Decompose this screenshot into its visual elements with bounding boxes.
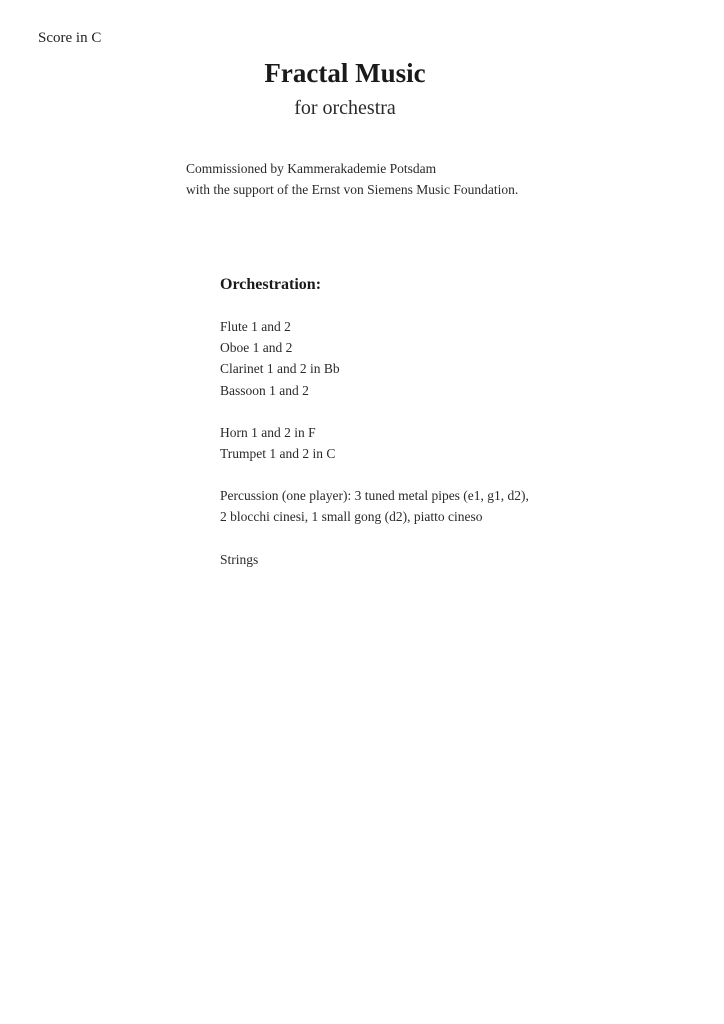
instrument-line: Bassoon 1 and 2: [220, 382, 309, 398]
instrument-line: Horn 1 and 2 in F: [220, 424, 316, 440]
orchestration-heading: Orchestration:: [220, 276, 322, 293]
page-title: Fractal Music: [264, 58, 426, 88]
woodwinds-group: [220, 316, 529, 401]
instrument-line: Strings: [220, 551, 259, 567]
orchestration-list: [220, 316, 529, 570]
instrument-line: Percussion (one player): 3 tuned metal pipes (e1, g1, d2),: [220, 488, 529, 504]
score-label: Score in C: [38, 30, 102, 46]
commission-note: [186, 158, 518, 200]
page-subtitle: for orchestra: [294, 97, 396, 119]
instrument-line: Oboe 1 and 2: [220, 340, 293, 356]
instrument-line: Clarinet 1 and 2 in Bb: [220, 361, 340, 377]
strings-group: [220, 549, 529, 570]
percussion-group: [220, 485, 529, 527]
instrument-line: Trumpet 1 and 2 in C: [220, 446, 336, 462]
commission-line: Commissioned by Kammerakademie Potsdam: [186, 161, 437, 176]
instrument-line: 2 blocchi cinesi, 1 small gong (d2), piatto cineso: [220, 509, 483, 525]
brass-group: [220, 422, 529, 464]
commission-line: with the support of the Ernst von Siemens Music Foundation.: [186, 182, 519, 197]
instrument-line: Flute 1 and 2: [220, 319, 291, 334]
